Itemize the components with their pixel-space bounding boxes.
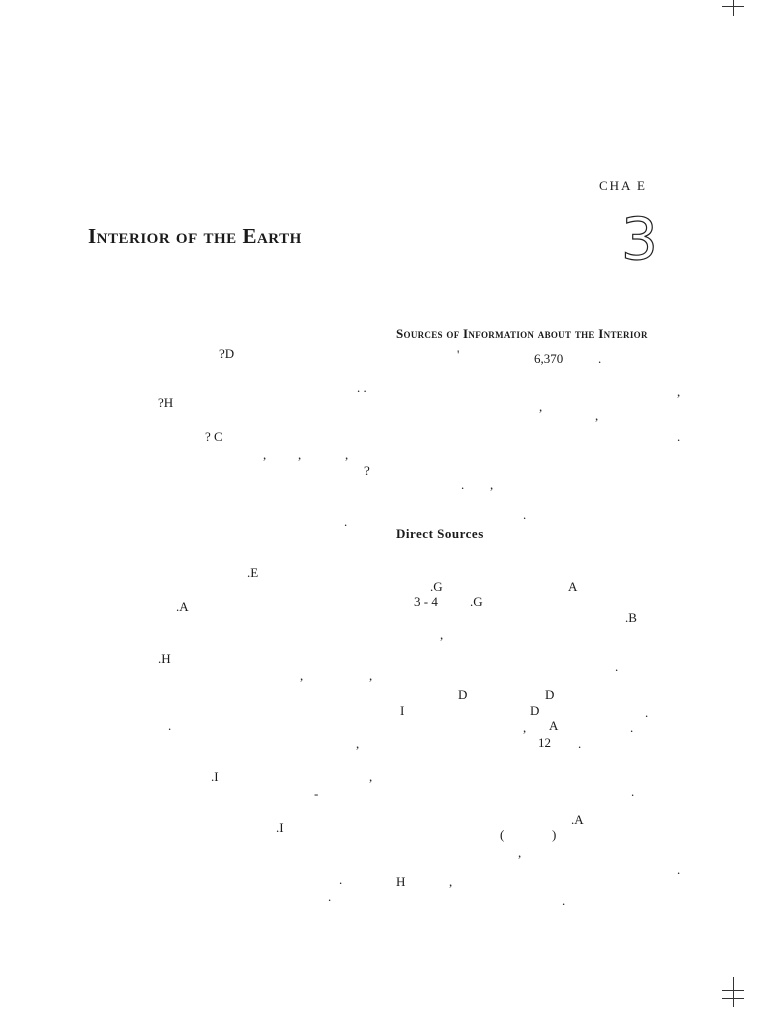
- text-fragment: .: [578, 736, 582, 751]
- text-fragment: .G: [470, 594, 483, 609]
- text-fragment: .: [344, 514, 348, 529]
- text-fragment: ,: [369, 769, 373, 784]
- chapter-number: 3: [621, 205, 658, 273]
- text-fragment: ?H: [158, 395, 174, 410]
- text-fragment: A: [549, 718, 559, 733]
- section-heading-sources: Sources of Information about the Interior: [396, 326, 648, 341]
- text-fragment: D: [545, 687, 555, 702]
- crop-mark-top-horizontal: [722, 6, 744, 7]
- section-heading-direct-sources: Direct Sources: [396, 526, 484, 541]
- text-fragment: -: [314, 786, 319, 801]
- text-fragment: .I: [211, 769, 219, 784]
- text-fragment: I: [400, 703, 405, 718]
- text-fragment: ': [457, 347, 460, 362]
- text-fragment: (: [500, 827, 505, 842]
- text-fragment: ,: [595, 408, 599, 423]
- text-fragment: ,: [449, 874, 453, 889]
- text-fragment: A: [568, 579, 578, 594]
- text-fragment: .: [562, 893, 566, 908]
- text-fragment: .: [615, 659, 619, 674]
- text-fragment: ,: [298, 447, 302, 462]
- text-fragment: ,: [539, 399, 543, 414]
- text-fragment: D: [458, 687, 468, 702]
- text-fragment: .: [598, 351, 602, 366]
- text-fragment: .G: [430, 579, 443, 594]
- text-fragment: ,: [300, 668, 304, 683]
- text-fragment: .: [339, 872, 343, 887]
- text-fragment: .B: [625, 610, 637, 625]
- crop-mark-bottom-vertical: [733, 977, 734, 1007]
- crop-mark-top-vertical: [733, 0, 734, 16]
- text-fragment: ?D: [219, 346, 235, 361]
- text-fragment: .: [677, 429, 681, 444]
- text-fragment: .: [630, 720, 634, 735]
- chapter-title: Interior of the Earth: [88, 224, 302, 248]
- text-fragment: 6,370: [534, 351, 564, 366]
- text-fragment: ,: [523, 720, 527, 735]
- text-fragment: ,: [345, 447, 349, 462]
- crop-mark-bottom-horizontal-1: [722, 990, 744, 991]
- text-fragment: .: [677, 862, 681, 877]
- text-fragment: . .: [357, 380, 367, 395]
- text-fragment: .: [168, 718, 172, 733]
- text-fragment: ): [552, 827, 557, 842]
- text-fragment: .: [645, 705, 649, 720]
- text-fragment: .: [523, 507, 527, 522]
- text-fragment: .I: [276, 820, 284, 835]
- text-fragment: ,: [263, 447, 267, 462]
- crop-mark-bottom-horizontal-2: [722, 998, 744, 999]
- text-fragment: .: [461, 477, 465, 492]
- chapter-label: CHA E: [599, 178, 647, 193]
- text-fragment: 12: [538, 735, 551, 750]
- text-fragment: ,: [518, 845, 522, 860]
- text-fragment: H: [396, 874, 406, 889]
- text-fragment: ,: [356, 736, 360, 751]
- text-fragment: D: [530, 703, 540, 718]
- text-fragment: ? C: [205, 429, 223, 444]
- text-fragment: 3 - 4: [414, 594, 438, 609]
- text-fragment: .A: [571, 812, 584, 827]
- text-fragment: .H: [158, 651, 171, 666]
- text-fragment: .E: [247, 565, 259, 580]
- text-fragment: ,: [677, 384, 681, 399]
- text-fragment: ,: [440, 627, 444, 642]
- text-fragment: ,: [369, 668, 373, 683]
- text-fragment: ?: [364, 463, 370, 478]
- text-fragment: ,: [490, 477, 494, 492]
- text-fragment: .: [631, 784, 635, 799]
- text-fragment: .A: [176, 599, 189, 614]
- text-fragment: .: [328, 889, 332, 904]
